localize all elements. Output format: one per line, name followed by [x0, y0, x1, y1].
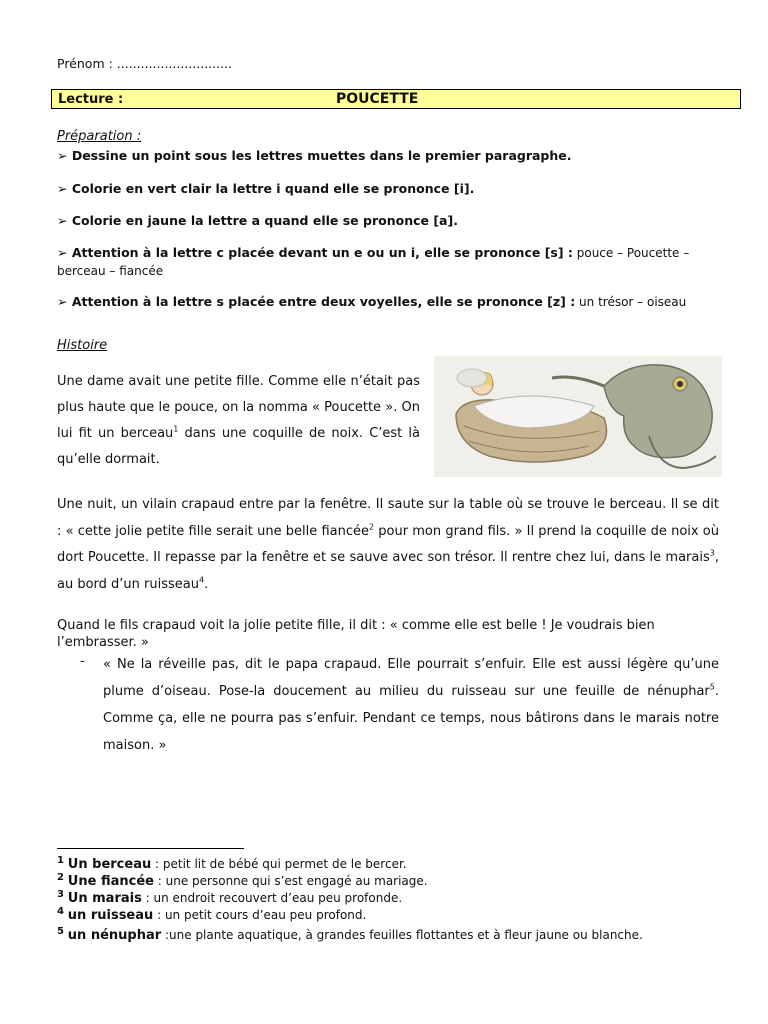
paragraph-2: Une nuit, un vilain crapaud entre par la fenêtre. Il saute sur la table où se trouve le berceau. Il se dit : « cette jolie petite fille serait une belle fiancée$^2$ pour mon grand fils. » Il prend la coquille de noix où dort Poucette. Il repasse par la fenêtre et se sauve avec son trésor. Il rentre chez lui, dans le marais$^3$, au bord d’un ruisseau$^4$. [57, 497, 720, 592]
poucette-illustration [434, 356, 722, 477]
instruction-text: ➢ Attention à la lettre c placée devant un e ou un i, elle se prononce [s] : [57, 245, 573, 260]
instruction-text: ➢ Attention à la lettre s placée entre deux voyelles, elle se prononce [z] : [57, 294, 576, 309]
lecture-label: Lecture : [58, 92, 124, 107]
instruction-2 [57, 180, 717, 197]
instruction-examples: pouce – Poucette – berceau – fiancée [57, 246, 690, 278]
instruction-4 [57, 244, 717, 280]
instruction-examples: un trésor – oiseau [575, 295, 687, 309]
footnote-separator [57, 848, 244, 849]
instruction-text: ➢ Colorie en jaune la lettre a quand elle se prononce [a]. [57, 213, 458, 228]
story-title: POUCETTE [336, 91, 419, 107]
footnote-5: $^5$ un nénuphar :une plante aquatique, à grandes feuilles flottantes et à fleur jaune ou blanche. [57, 926, 643, 943]
paragraph-1: Une dame avait une petite fille. Comme elle n’était pas plus haute que le pouce, on la nomma « Poucette ». On lui fit un berceau$^1$ dans une coquille de noix. C’est là qu’elle dormait. [57, 374, 420, 467]
prenom-field: Prénom : ............................. [57, 56, 233, 71]
dialogue-dash: - [80, 654, 85, 669]
histoire-heading: Histoire [57, 338, 108, 353]
instruction-5 [57, 293, 717, 311]
paragraph-4: « Ne la réveille pas, dit le papa crapaud. Elle pourrait s’enfuir. Elle est aussi légère qu’une plume d’oiseau. Pose-la doucement au milieu du ruisseau sur une feuille de nénuphar$^5$. Comme ça, elle ne pourra pas s’enfuir. Pendant ce temps, nous bâtirons dans le marais notre maison. » [103, 657, 719, 753]
footnote-3: $^3$ Un marais : un endroit recouvert d’eau peu profonde. [57, 889, 403, 906]
footnote-4: $^4$ un ruisseau : un petit cours d’eau peu profond. [57, 906, 367, 923]
title-banner [51, 89, 741, 109]
instruction-3 [57, 212, 717, 229]
instruction-text: ➢ Colorie en vert clair la lettre i quand elle se prononce [i]. [57, 181, 475, 196]
paragraph-3: Quand le fils crapaud voit la jolie petite fille, il dit : « comme elle est belle ! Je voudrais bien l’embrasser. » [57, 618, 655, 650]
preparation-heading: Préparation : [57, 129, 142, 144]
instruction-text: ➢ Dessine un point sous les lettres muettes dans le premier paragraphe. [57, 148, 572, 163]
instruction-1 [57, 147, 717, 164]
footnote-2: $^2$ Une fiancée : une personne qui s’est engagé au mariage. [57, 872, 428, 889]
footnote-1: $^1$ Un berceau : petit lit de bébé qui permet de le bercer. [57, 855, 407, 872]
